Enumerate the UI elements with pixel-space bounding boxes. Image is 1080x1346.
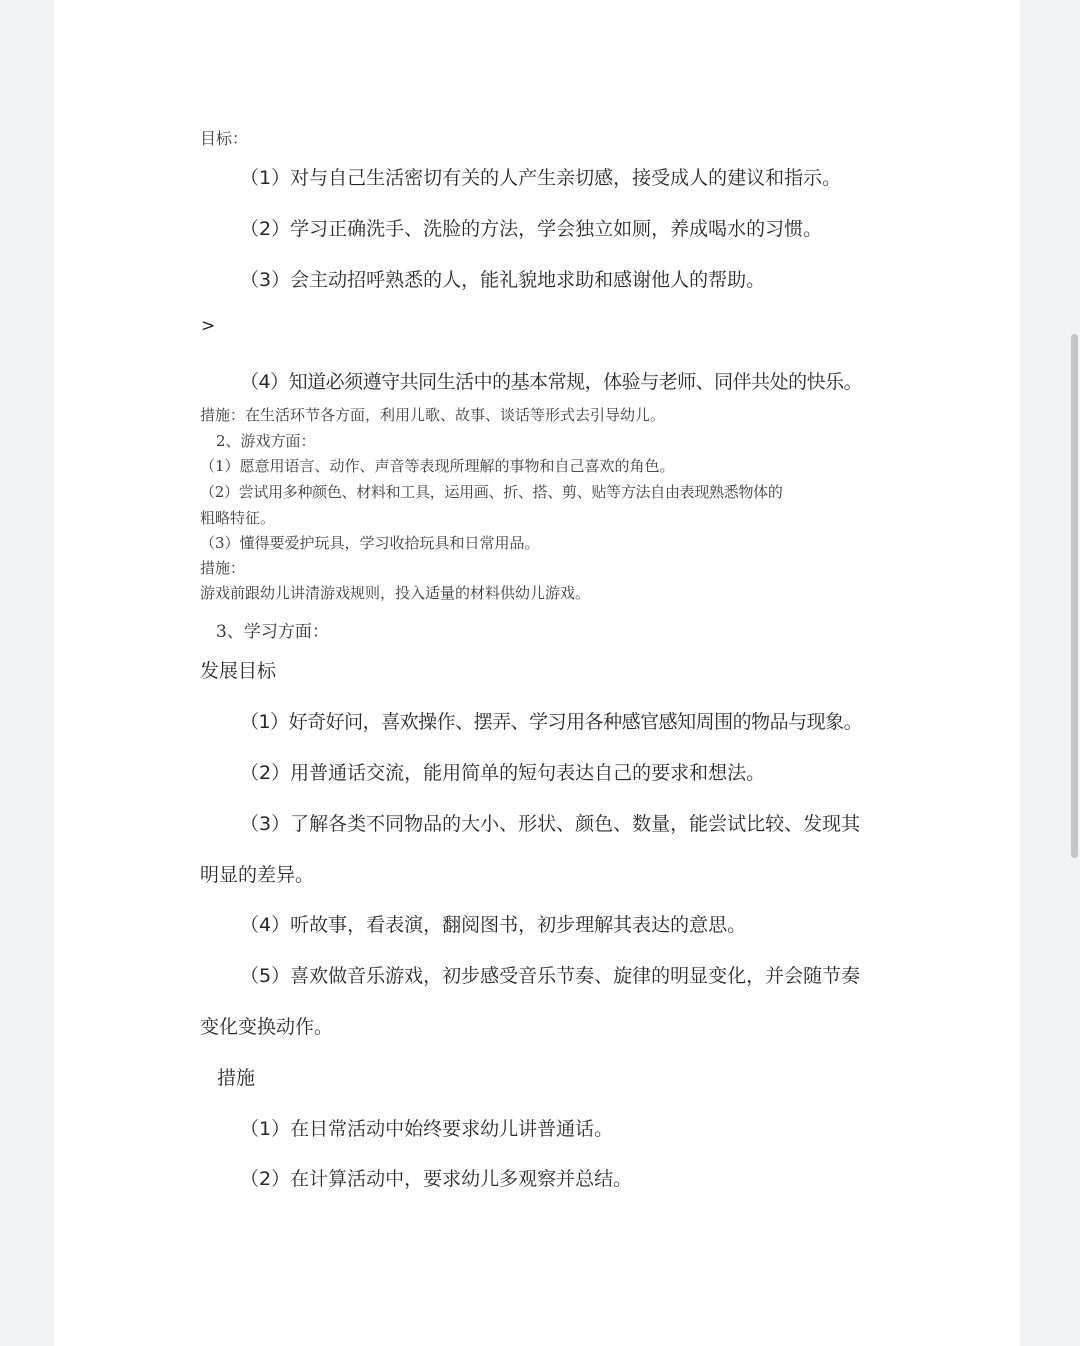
- life-goal-4: （4）知道必须遵守共同生活中的基本常规，体验与老师、同伴共处的快乐。: [240, 371, 863, 393]
- game-goal-3: （3）懂得要爱护玩具，学习收拾玩具和日常用品。: [200, 534, 540, 552]
- study-goal-5: （5）喜欢做音乐游戏，初步感受音乐节奏、旋律的明显变化，并会随节奏: [240, 965, 861, 987]
- study-goal-1: （1）好奇好问，喜欢操作、摆弄、学习用各种感官感知周围的物品与现象。: [240, 711, 863, 733]
- study-heading: 3、学习方面：: [216, 622, 329, 642]
- game-goal-2-continued: 粗略特征。: [200, 509, 276, 527]
- game-measures-label: 措施：: [200, 559, 246, 577]
- study-goal-3: （3）了解各类不同物品的大小、形状、颜色、数量，能尝试比较、发现其: [240, 813, 861, 835]
- life-goal-1: （1）对与自己生活密切有关的人产生亲切感，接受成人的建议和指示。: [240, 167, 842, 189]
- arrow-mark: >: [201, 316, 216, 336]
- life-goal-3: （3）会主动招呼熟悉的人，能礼貌地求助和感谢他人的帮助。: [240, 269, 766, 291]
- study-measures-heading: 措施: [217, 1067, 256, 1089]
- document-page: [54, 0, 1020, 1346]
- game-goal-1: （1）愿意用语言、动作、声音等表现所理解的事物和自己喜欢的角色。: [200, 457, 675, 475]
- life-measures: 措施：在生活环节各方面，利用儿歌、故事、谈话等形式去引导幼儿。: [200, 406, 666, 424]
- game-heading: 2、游戏方面：: [216, 432, 316, 450]
- goal-heading: 目标：: [200, 129, 249, 148]
- game-measures-text: 游戏前跟幼儿讲清游戏规则，投入适量的材料供幼儿游戏。: [200, 584, 591, 602]
- game-goal-2: （2）尝试用多种颜色、材料和工具，运用画、折、搭、剪、贴等方法自由表现熟悉物体的: [200, 483, 783, 501]
- study-goal-3-continued: 明显的差异。: [200, 864, 315, 886]
- vertical-scrollbar[interactable]: [1071, 334, 1078, 858]
- study-goal-4: （4）听故事，看表演，翻阅图书，初步理解其表达的意思。: [240, 914, 747, 936]
- study-measure-2: （2）在计算活动中，要求幼儿多观察并总结。: [240, 1168, 633, 1190]
- development-goal-heading: 发展目标: [200, 660, 277, 682]
- study-measure-1: （1）在日常活动中始终要求幼儿讲普通话。: [240, 1118, 614, 1140]
- study-goal-2: （2）用普通话交流，能用简单的短句表达自己的要求和想法。: [240, 762, 766, 784]
- life-goal-2: （2）学习正确洗手、洗脸的方法，学会独立如厕，养成喝水的习惯。: [240, 218, 823, 240]
- study-goal-5-continued: 变化变换动作。: [200, 1016, 334, 1038]
